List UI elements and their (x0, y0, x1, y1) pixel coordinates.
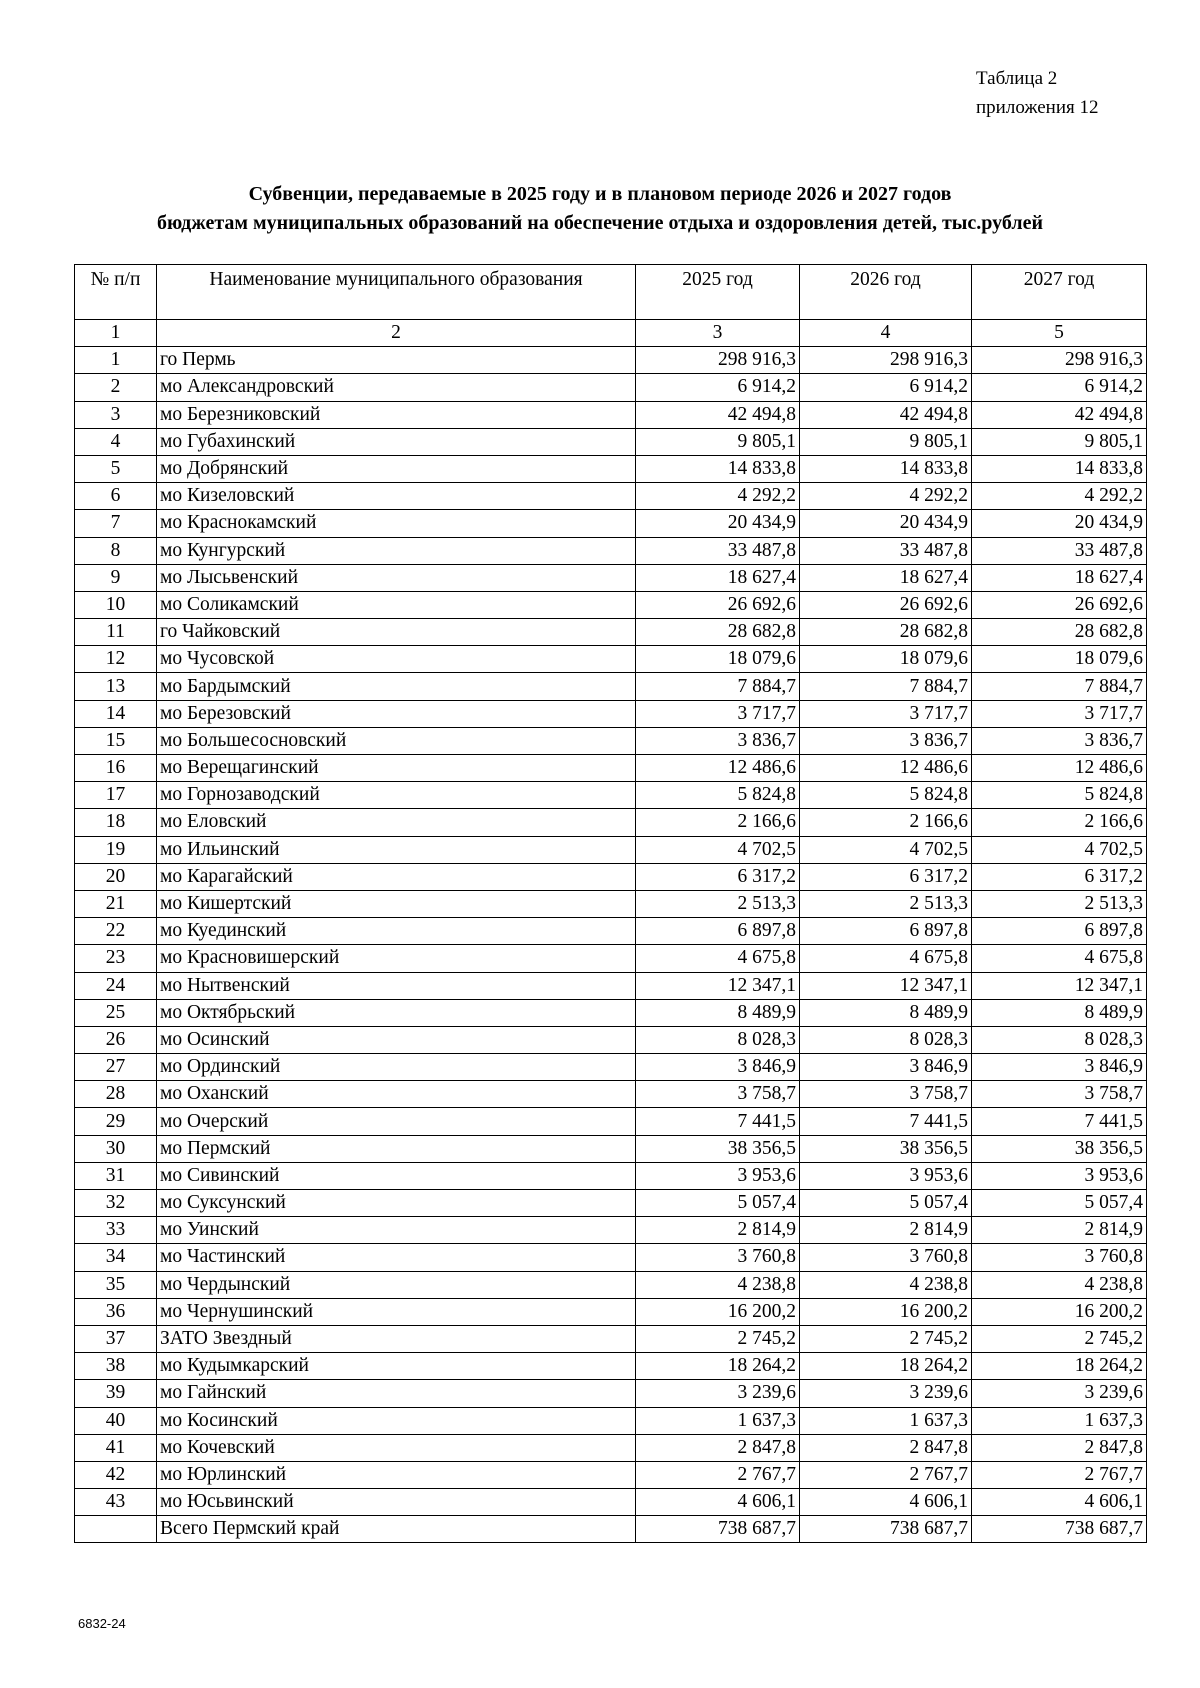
value-2027: 3 953,6 (972, 1162, 1147, 1189)
value-2025: 298 916,3 (636, 347, 800, 374)
value-2027: 20 434,9 (972, 510, 1147, 537)
value-2025: 6 914,2 (636, 374, 800, 401)
value-2027: 6 897,8 (972, 918, 1147, 945)
table-row (75, 591, 1147, 618)
value-2025: 18 627,4 (636, 564, 800, 591)
municipality-name: мо Бардымский (157, 673, 636, 700)
row-number: 23 (75, 945, 157, 972)
value-2026: 6 317,2 (800, 863, 972, 890)
row-number: 6 (75, 483, 157, 510)
value-2027: 4 238,8 (972, 1271, 1147, 1298)
municipality-name: мо Осинский (157, 1026, 636, 1053)
municipality-name: мо Кизеловский (157, 483, 636, 510)
row-number: 29 (75, 1108, 157, 1135)
row-number: 2 (75, 374, 157, 401)
value-2026: 14 833,8 (800, 455, 972, 482)
value-2025: 4 606,1 (636, 1489, 800, 1516)
value-2027: 3 836,7 (972, 727, 1147, 754)
value-2026: 3 239,6 (800, 1380, 972, 1407)
value-2025: 28 682,8 (636, 619, 800, 646)
value-2027: 12 486,6 (972, 755, 1147, 782)
value-2027: 4 675,8 (972, 945, 1147, 972)
column-number: 4 (800, 320, 972, 347)
municipality-name: мо Кудымкарский (157, 1353, 636, 1380)
value-2027: 14 833,8 (972, 455, 1147, 482)
value-2025: 2 814,9 (636, 1217, 800, 1244)
municipality-name: ЗАТО Звездный (157, 1325, 636, 1352)
row-number: 1 (75, 347, 157, 374)
value-2026: 12 486,6 (800, 755, 972, 782)
municipality-name: мо Юрлинский (157, 1461, 636, 1488)
value-2025: 738 687,7 (636, 1516, 800, 1543)
value-2026: 4 606,1 (800, 1489, 972, 1516)
value-2025: 6 317,2 (636, 863, 800, 890)
value-2026: 298 916,3 (800, 347, 972, 374)
municipality-name: мо Лысьвенский (157, 564, 636, 591)
value-2025: 1 637,3 (636, 1407, 800, 1434)
value-2027: 3 760,8 (972, 1244, 1147, 1271)
row-number: 17 (75, 782, 157, 809)
municipality-name: мо Оханский (157, 1081, 636, 1108)
value-2026: 16 200,2 (800, 1298, 972, 1325)
municipality-name: мо Уинский (157, 1217, 636, 1244)
row-number: 10 (75, 591, 157, 618)
value-2027: 5 824,8 (972, 782, 1147, 809)
value-2025: 9 805,1 (636, 428, 800, 455)
value-2026: 1 637,3 (800, 1407, 972, 1434)
value-2026: 8 489,9 (800, 999, 972, 1026)
table-row (75, 673, 1147, 700)
value-2027: 2 745,2 (972, 1325, 1147, 1352)
municipality-name: мо Красновишерский (157, 945, 636, 972)
row-number: 3 (75, 401, 157, 428)
table-row (75, 918, 1147, 945)
table-row (75, 945, 1147, 972)
table-row (75, 1190, 1147, 1217)
value-2025: 14 833,8 (636, 455, 800, 482)
value-2025: 8 028,3 (636, 1026, 800, 1053)
row-number: 22 (75, 918, 157, 945)
value-2025: 4 238,8 (636, 1271, 800, 1298)
header-2026: 2026 год (800, 265, 972, 320)
row-number: 5 (75, 455, 157, 482)
value-2025: 2 513,3 (636, 890, 800, 917)
value-2026: 5 057,4 (800, 1190, 972, 1217)
row-number: 39 (75, 1380, 157, 1407)
value-2026: 12 347,1 (800, 972, 972, 999)
row-number: 18 (75, 809, 157, 836)
value-2026: 42 494,8 (800, 401, 972, 428)
value-2025: 3 239,6 (636, 1380, 800, 1407)
row-number: 9 (75, 564, 157, 591)
row-number: 31 (75, 1162, 157, 1189)
value-2026: 3 760,8 (800, 1244, 972, 1271)
municipality-name: мо Кочевский (157, 1434, 636, 1461)
value-2025: 7 884,7 (636, 673, 800, 700)
value-2025: 3 760,8 (636, 1244, 800, 1271)
total-row (75, 1516, 1147, 1543)
municipality-name: мо Ильинский (157, 836, 636, 863)
municipality-name: мо Чусовской (157, 646, 636, 673)
value-2025: 2 767,7 (636, 1461, 800, 1488)
table-label: Таблица 2 (976, 68, 1058, 89)
table-row (75, 483, 1147, 510)
row-number: 38 (75, 1353, 157, 1380)
value-2025: 12 486,6 (636, 755, 800, 782)
value-2027: 1 637,3 (972, 1407, 1147, 1434)
municipality-name: мо Гайнский (157, 1380, 636, 1407)
value-2027: 38 356,5 (972, 1135, 1147, 1162)
table-row (75, 1407, 1147, 1434)
value-2026: 33 487,8 (800, 537, 972, 564)
value-2025: 3 846,9 (636, 1054, 800, 1081)
table-row (75, 700, 1147, 727)
value-2027: 7 884,7 (972, 673, 1147, 700)
municipality-name: мо Верещагинский (157, 755, 636, 782)
value-2026: 738 687,7 (800, 1516, 972, 1543)
row-number: 41 (75, 1434, 157, 1461)
value-2027: 9 805,1 (972, 428, 1147, 455)
value-2027: 5 057,4 (972, 1190, 1147, 1217)
value-2027: 4 292,2 (972, 483, 1147, 510)
value-2027: 6 914,2 (972, 374, 1147, 401)
municipality-name: мо Юсьвинский (157, 1489, 636, 1516)
municipality-name: мо Кунгурский (157, 537, 636, 564)
row-number: 24 (75, 972, 157, 999)
row-number: 34 (75, 1244, 157, 1271)
municipality-name: Всего Пермский край (157, 1516, 636, 1543)
value-2025: 3 953,6 (636, 1162, 800, 1189)
value-2026: 3 758,7 (800, 1081, 972, 1108)
value-2025: 18 264,2 (636, 1353, 800, 1380)
value-2026: 4 238,8 (800, 1271, 972, 1298)
value-2025: 2 745,2 (636, 1325, 800, 1352)
row-number: 4 (75, 428, 157, 455)
row-number: 16 (75, 755, 157, 782)
table-row (75, 1054, 1147, 1081)
value-2027: 42 494,8 (972, 401, 1147, 428)
table-row (75, 1135, 1147, 1162)
municipality-name: мо Сивинский (157, 1162, 636, 1189)
row-number: 11 (75, 619, 157, 646)
value-2025: 4 292,2 (636, 483, 800, 510)
value-2027: 2 814,9 (972, 1217, 1147, 1244)
municipality-name: мо Большесосновский (157, 727, 636, 754)
table-row (75, 809, 1147, 836)
value-2027: 28 682,8 (972, 619, 1147, 646)
table-row (75, 1380, 1147, 1407)
table-row (75, 890, 1147, 917)
municipality-name: мо Еловский (157, 809, 636, 836)
row-number: 35 (75, 1271, 157, 1298)
table-row (75, 972, 1147, 999)
value-2027: 18 627,4 (972, 564, 1147, 591)
row-number: 43 (75, 1489, 157, 1516)
value-2026: 20 434,9 (800, 510, 972, 537)
value-2027: 2 767,7 (972, 1461, 1147, 1488)
municipality-name: мо Нытвенский (157, 972, 636, 999)
row-number: 26 (75, 1026, 157, 1053)
value-2027: 8 489,9 (972, 999, 1147, 1026)
document-code: 6832-24 (78, 1616, 126, 1631)
municipality-name: мо Очерский (157, 1108, 636, 1135)
row-number: 21 (75, 890, 157, 917)
value-2027: 4 702,5 (972, 836, 1147, 863)
value-2025: 5 824,8 (636, 782, 800, 809)
municipality-name: го Чайковский (157, 619, 636, 646)
row-number: 12 (75, 646, 157, 673)
header-2025: 2025 год (636, 265, 800, 320)
table-row (75, 782, 1147, 809)
value-2027: 2 513,3 (972, 890, 1147, 917)
table-row (75, 1162, 1147, 1189)
row-number: 36 (75, 1298, 157, 1325)
value-2026: 26 692,6 (800, 591, 972, 618)
value-2026: 8 028,3 (800, 1026, 972, 1053)
value-2027: 3 239,6 (972, 1380, 1147, 1407)
table-row (75, 1217, 1147, 1244)
row-number: 15 (75, 727, 157, 754)
table-row (75, 347, 1147, 374)
row-number: 8 (75, 537, 157, 564)
table-row (75, 1489, 1147, 1516)
table-reference (976, 64, 1098, 122)
table-row (75, 537, 1147, 564)
title-line-2: бюджетам муниципальных образований на обеспечение отдыха и оздоровления детей, тыс.рублей (156, 212, 1044, 234)
table-row (75, 1325, 1147, 1352)
header-name: Наименование муниципального образования (157, 265, 636, 320)
table-row (75, 1353, 1147, 1380)
value-2026: 3 717,7 (800, 700, 972, 727)
table-row (75, 1271, 1147, 1298)
table-row (75, 727, 1147, 754)
value-2025: 2 847,8 (636, 1434, 800, 1461)
row-number: 27 (75, 1054, 157, 1081)
value-2026: 5 824,8 (800, 782, 972, 809)
value-2025: 4 702,5 (636, 836, 800, 863)
appendix-label: приложения 12 (976, 97, 1099, 118)
value-2025: 20 434,9 (636, 510, 800, 537)
value-2026: 2 847,8 (800, 1434, 972, 1461)
value-2026: 28 682,8 (800, 619, 972, 646)
municipality-name: мо Березниковский (157, 401, 636, 428)
municipality-name: мо Частинский (157, 1244, 636, 1271)
municipality-name: го Пермь (157, 347, 636, 374)
value-2025: 26 692,6 (636, 591, 800, 618)
value-2026: 2 513,3 (800, 890, 972, 917)
municipality-name: мо Соликамский (157, 591, 636, 618)
column-number: 5 (972, 320, 1147, 347)
value-2026: 38 356,5 (800, 1135, 972, 1162)
value-2026: 2 814,9 (800, 1217, 972, 1244)
municipality-name: мо Ординский (157, 1054, 636, 1081)
row-number: 25 (75, 999, 157, 1026)
value-2025: 7 441,5 (636, 1108, 800, 1135)
row-number: 20 (75, 863, 157, 890)
value-2026: 18 079,6 (800, 646, 972, 673)
value-2027: 3 717,7 (972, 700, 1147, 727)
municipality-name: мо Чердынский (157, 1271, 636, 1298)
table-row (75, 1298, 1147, 1325)
table-row (75, 836, 1147, 863)
value-2027: 18 079,6 (972, 646, 1147, 673)
table-row (75, 401, 1147, 428)
value-2027: 3 846,9 (972, 1054, 1147, 1081)
municipality-name: мо Горнозаводский (157, 782, 636, 809)
subventions-table (74, 264, 1147, 1543)
value-2026: 2 745,2 (800, 1325, 972, 1352)
value-2025: 3 717,7 (636, 700, 800, 727)
title-line-1: Субвенции, передаваемые в 2025 году и в плановом периоде 2026 и 2027 годов (248, 183, 952, 205)
row-number: 19 (75, 836, 157, 863)
value-2026: 4 292,2 (800, 483, 972, 510)
row-number: 13 (75, 673, 157, 700)
value-2026: 3 836,7 (800, 727, 972, 754)
document-title (0, 180, 1200, 238)
column-number: 3 (636, 320, 800, 347)
value-2027: 2 847,8 (972, 1434, 1147, 1461)
value-2026: 6 914,2 (800, 374, 972, 401)
municipality-name: мо Александровский (157, 374, 636, 401)
value-2027: 738 687,7 (972, 1516, 1147, 1543)
municipality-name: мо Октябрьский (157, 999, 636, 1026)
column-numbers-row (75, 320, 1147, 347)
row-number (75, 1516, 157, 1543)
row-number: 42 (75, 1461, 157, 1488)
row-number: 37 (75, 1325, 157, 1352)
table-row (75, 1461, 1147, 1488)
value-2026: 4 702,5 (800, 836, 972, 863)
value-2027: 7 441,5 (972, 1108, 1147, 1135)
value-2026: 7 441,5 (800, 1108, 972, 1135)
value-2025: 3 758,7 (636, 1081, 800, 1108)
table-row (75, 1108, 1147, 1135)
value-2027: 298 916,3 (972, 347, 1147, 374)
value-2025: 3 836,7 (636, 727, 800, 754)
table-row (75, 510, 1147, 537)
value-2026: 2 166,6 (800, 809, 972, 836)
value-2027: 33 487,8 (972, 537, 1147, 564)
municipality-name: мо Березовский (157, 700, 636, 727)
row-number: 28 (75, 1081, 157, 1108)
value-2025: 16 200,2 (636, 1298, 800, 1325)
header-number: № п/п (75, 265, 157, 320)
value-2025: 33 487,8 (636, 537, 800, 564)
value-2025: 18 079,6 (636, 646, 800, 673)
municipality-name: мо Чернушинский (157, 1298, 636, 1325)
municipality-name: мо Губахинский (157, 428, 636, 455)
table-row (75, 1026, 1147, 1053)
table-row (75, 374, 1147, 401)
municipality-name: мо Суксунский (157, 1190, 636, 1217)
value-2026: 4 675,8 (800, 945, 972, 972)
value-2026: 3 953,6 (800, 1162, 972, 1189)
header-2027: 2027 год (972, 265, 1147, 320)
value-2027: 6 317,2 (972, 863, 1147, 890)
value-2025: 5 057,4 (636, 1190, 800, 1217)
row-number: 33 (75, 1217, 157, 1244)
municipality-name: мо Краснокамский (157, 510, 636, 537)
value-2027: 26 692,6 (972, 591, 1147, 618)
table-row (75, 455, 1147, 482)
value-2027: 2 166,6 (972, 809, 1147, 836)
table-row (75, 646, 1147, 673)
table-row (75, 863, 1147, 890)
value-2025: 8 489,9 (636, 999, 800, 1026)
table-row (75, 564, 1147, 591)
value-2026: 3 846,9 (800, 1054, 972, 1081)
row-number: 32 (75, 1190, 157, 1217)
value-2025: 4 675,8 (636, 945, 800, 972)
value-2026: 18 627,4 (800, 564, 972, 591)
column-number: 2 (157, 320, 636, 347)
value-2027: 4 606,1 (972, 1489, 1147, 1516)
municipality-name: мо Куединский (157, 918, 636, 945)
table-row (75, 428, 1147, 455)
value-2026: 6 897,8 (800, 918, 972, 945)
value-2026: 18 264,2 (800, 1353, 972, 1380)
value-2025: 12 347,1 (636, 972, 800, 999)
table-row (75, 999, 1147, 1026)
row-number: 14 (75, 700, 157, 727)
value-2025: 42 494,8 (636, 401, 800, 428)
value-2025: 2 166,6 (636, 809, 800, 836)
value-2025: 38 356,5 (636, 1135, 800, 1162)
value-2027: 3 758,7 (972, 1081, 1147, 1108)
value-2026: 7 884,7 (800, 673, 972, 700)
value-2026: 2 767,7 (800, 1461, 972, 1488)
value-2027: 18 264,2 (972, 1353, 1147, 1380)
value-2025: 6 897,8 (636, 918, 800, 945)
municipality-name: мо Косинский (157, 1407, 636, 1434)
table-row (75, 1434, 1147, 1461)
table-row (75, 1244, 1147, 1271)
municipality-name: мо Добрянский (157, 455, 636, 482)
row-number: 7 (75, 510, 157, 537)
column-number: 1 (75, 320, 157, 347)
table-row (75, 1081, 1147, 1108)
table-header-row (75, 265, 1147, 320)
table-row (75, 619, 1147, 646)
row-number: 30 (75, 1135, 157, 1162)
value-2026: 9 805,1 (800, 428, 972, 455)
table-row (75, 755, 1147, 782)
value-2027: 8 028,3 (972, 1026, 1147, 1053)
value-2027: 16 200,2 (972, 1298, 1147, 1325)
value-2027: 12 347,1 (972, 972, 1147, 999)
municipality-name: мо Кишертский (157, 890, 636, 917)
municipality-name: мо Пермский (157, 1135, 636, 1162)
municipality-name: мо Карагайский (157, 863, 636, 890)
row-number: 40 (75, 1407, 157, 1434)
